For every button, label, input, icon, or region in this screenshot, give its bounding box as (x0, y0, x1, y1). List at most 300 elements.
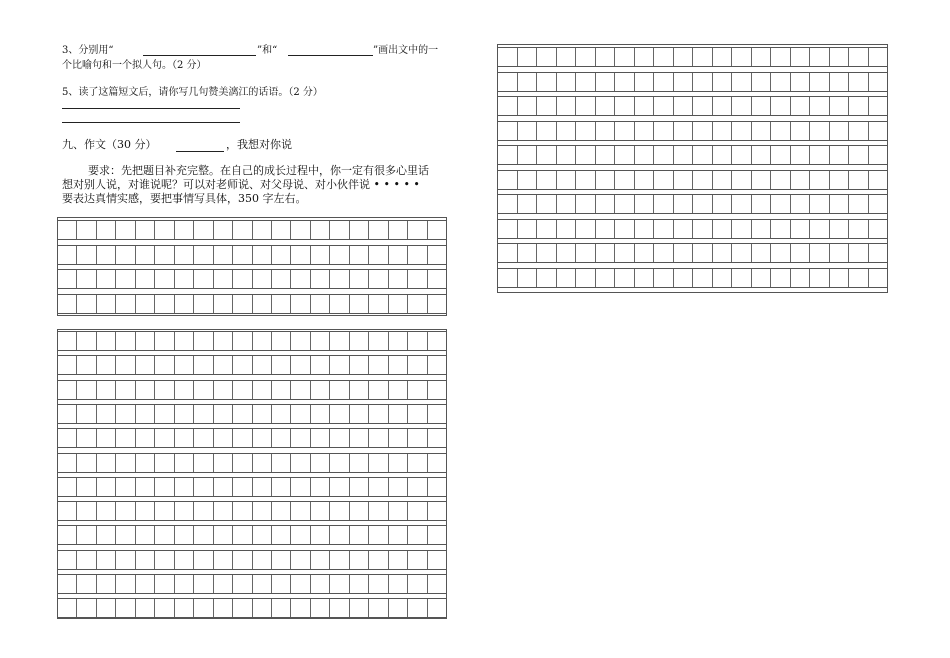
grid-cell[interactable] (369, 332, 388, 350)
grid-cell[interactable] (615, 171, 635, 189)
grid-cell[interactable] (732, 171, 752, 189)
grid-cell[interactable] (194, 454, 213, 472)
grid-cell[interactable] (654, 122, 674, 140)
grid-cell[interactable] (175, 454, 194, 472)
grid-cell[interactable] (771, 73, 791, 91)
grid-cell[interactable] (155, 332, 174, 350)
grid-cell[interactable] (58, 575, 77, 593)
grid-cell[interactable] (175, 332, 194, 350)
grid-cell[interactable] (350, 599, 369, 617)
grid-cell[interactable] (849, 48, 869, 66)
grid-cell[interactable] (116, 270, 135, 288)
grid-cell[interactable] (155, 551, 174, 569)
grid-cell[interactable] (408, 356, 427, 374)
grid-cell[interactable] (330, 246, 349, 264)
essay-grid-left-bottom[interactable] (57, 329, 447, 619)
grid-cell[interactable] (330, 575, 349, 593)
grid-cell[interactable] (77, 405, 96, 423)
grid-cell[interactable] (175, 356, 194, 374)
grid-cell[interactable] (116, 356, 135, 374)
grid-cell[interactable] (791, 171, 811, 189)
grid-cell[interactable] (408, 551, 427, 569)
grid-cell[interactable] (389, 356, 408, 374)
grid-cell[interactable] (155, 526, 174, 544)
grid-cell[interactable] (350, 502, 369, 520)
grid-cell[interactable] (369, 526, 388, 544)
grid-cell[interactable] (253, 551, 272, 569)
grid-cell[interactable] (849, 269, 869, 287)
grid-cell[interactable] (175, 599, 194, 617)
grid-cell[interactable] (136, 478, 155, 496)
grid-cell[interactable] (155, 246, 174, 264)
grid-cell[interactable] (116, 405, 135, 423)
grid-cell[interactable] (830, 48, 850, 66)
grid-cell[interactable] (752, 269, 772, 287)
grid-cell[interactable] (116, 502, 135, 520)
grid-cell[interactable] (674, 269, 694, 287)
grid-cell[interactable] (849, 195, 869, 213)
grid-cell[interactable] (408, 270, 427, 288)
grid-cell[interactable] (253, 381, 272, 399)
grid-cell[interactable] (713, 146, 733, 164)
grid-cell[interactable] (713, 171, 733, 189)
grid-cell[interactable] (58, 429, 77, 447)
grid-cell[interactable] (869, 269, 888, 287)
grid-cell[interactable] (330, 429, 349, 447)
q3-blank-simile[interactable] (143, 55, 256, 56)
grid-cell[interactable] (155, 454, 174, 472)
grid-cell[interactable] (77, 502, 96, 520)
grid-cell[interactable] (654, 73, 674, 91)
grid-cell[interactable] (97, 221, 116, 239)
grid-cell[interactable] (253, 575, 272, 593)
grid-cell[interactable] (272, 526, 291, 544)
grid-cell[interactable] (233, 332, 252, 350)
grid-cell[interactable] (752, 122, 772, 140)
grid-cell[interactable] (674, 73, 694, 91)
grid-cell[interactable] (272, 502, 291, 520)
essay-grid-left-top[interactable] (57, 217, 447, 316)
grid-cell[interactable] (272, 454, 291, 472)
grid-cell[interactable] (214, 575, 233, 593)
grid-cell[interactable] (428, 246, 446, 264)
grid-cell[interactable] (615, 220, 635, 238)
grid-cell[interactable] (155, 599, 174, 617)
grid-cell[interactable] (518, 171, 538, 189)
grid-cell[interactable] (752, 73, 772, 91)
grid-cell[interactable] (97, 270, 116, 288)
grid-cell[interactable] (194, 221, 213, 239)
grid-cell[interactable] (272, 356, 291, 374)
grid-cell[interactable] (518, 73, 538, 91)
grid-cell[interactable] (136, 526, 155, 544)
grid-cell[interactable] (869, 73, 888, 91)
grid-cell[interactable] (77, 478, 96, 496)
grid-cell[interactable] (537, 220, 557, 238)
grid-cell[interactable] (136, 599, 155, 617)
grid-cell[interactable] (635, 122, 655, 140)
grid-cell[interactable] (389, 575, 408, 593)
grid-cell[interactable] (654, 244, 674, 262)
grid-cell[interactable] (77, 246, 96, 264)
grid-cell[interactable] (194, 381, 213, 399)
grid-cell[interactable] (596, 171, 616, 189)
grid-cell[interactable] (389, 429, 408, 447)
grid-cell[interactable] (576, 171, 596, 189)
grid-cell[interactable] (498, 195, 518, 213)
grid-cell[interactable] (849, 244, 869, 262)
grid-cell[interactable] (771, 220, 791, 238)
grid-cell[interactable] (214, 381, 233, 399)
grid-cell[interactable] (233, 429, 252, 447)
grid-cell[interactable] (428, 332, 446, 350)
grid-cell[interactable] (576, 48, 596, 66)
grid-cell[interactable] (175, 221, 194, 239)
grid-cell[interactable] (311, 429, 330, 447)
grid-cell[interactable] (771, 195, 791, 213)
grid-cell[interactable] (97, 429, 116, 447)
grid-cell[interactable] (214, 551, 233, 569)
grid-cell[interactable] (674, 171, 694, 189)
grid-cell[interactable] (77, 381, 96, 399)
grid-cell[interactable] (330, 526, 349, 544)
grid-cell[interactable] (635, 73, 655, 91)
grid-cell[interactable] (369, 478, 388, 496)
grid-cell[interactable] (77, 551, 96, 569)
grid-cell[interactable] (233, 246, 252, 264)
grid-cell[interactable] (389, 221, 408, 239)
grid-cell[interactable] (136, 502, 155, 520)
grid-cell[interactable] (97, 502, 116, 520)
grid-cell[interactable] (116, 526, 135, 544)
grid-cell[interactable] (576, 195, 596, 213)
q5-answer-line-1[interactable] (62, 108, 240, 109)
grid-cell[interactable] (291, 356, 310, 374)
grid-cell[interactable] (253, 454, 272, 472)
grid-cell[interactable] (272, 221, 291, 239)
grid-cell[interactable] (810, 122, 830, 140)
grid-cell[interactable] (869, 195, 888, 213)
grid-cell[interactable] (752, 97, 772, 115)
grid-cell[interactable] (810, 269, 830, 287)
grid-cell[interactable] (810, 146, 830, 164)
grid-cell[interactable] (557, 122, 577, 140)
grid-cell[interactable] (58, 246, 77, 264)
grid-cell[interactable] (330, 502, 349, 520)
grid-cell[interactable] (408, 381, 427, 399)
grid-cell[interactable] (369, 454, 388, 472)
grid-cell[interactable] (136, 356, 155, 374)
grid-cell[interactable] (408, 454, 427, 472)
grid-cell[interactable] (330, 295, 349, 313)
grid-cell[interactable] (291, 405, 310, 423)
grid-cell[interactable] (97, 599, 116, 617)
grid-cell[interactable] (693, 269, 713, 287)
grid-cell[interactable] (136, 221, 155, 239)
grid-cell[interactable] (214, 356, 233, 374)
grid-cell[interactable] (350, 295, 369, 313)
grid-cell[interactable] (175, 551, 194, 569)
grid-cell[interactable] (389, 478, 408, 496)
grid-cell[interactable] (408, 332, 427, 350)
grid-cell[interactable] (175, 502, 194, 520)
grid-cell[interactable] (518, 195, 538, 213)
grid-cell[interactable] (253, 526, 272, 544)
grid-cell[interactable] (752, 171, 772, 189)
grid-cell[interactable] (58, 526, 77, 544)
grid-cell[interactable] (58, 381, 77, 399)
grid-cell[interactable] (830, 97, 850, 115)
grid-cell[interactable] (77, 526, 96, 544)
grid-cell[interactable] (732, 122, 752, 140)
grid-cell[interactable] (97, 295, 116, 313)
grid-cell[interactable] (537, 269, 557, 287)
grid-cell[interactable] (635, 48, 655, 66)
grid-cell[interactable] (97, 405, 116, 423)
grid-cell[interactable] (518, 244, 538, 262)
grid-cell[interactable] (311, 381, 330, 399)
grid-cell[interactable] (350, 478, 369, 496)
grid-cell[interactable] (155, 429, 174, 447)
grid-cell[interactable] (810, 171, 830, 189)
grid-cell[interactable] (194, 332, 213, 350)
grid-cell[interactable] (77, 454, 96, 472)
grid-cell[interactable] (272, 405, 291, 423)
grid-cell[interactable] (369, 599, 388, 617)
grid-cell[interactable] (175, 526, 194, 544)
grid-cell[interactable] (537, 73, 557, 91)
grid-cell[interactable] (58, 551, 77, 569)
grid-cell[interactable] (576, 269, 596, 287)
grid-cell[interactable] (869, 146, 888, 164)
grid-cell[interactable] (291, 551, 310, 569)
grid-cell[interactable] (253, 478, 272, 496)
grid-cell[interactable] (810, 244, 830, 262)
grid-cell[interactable] (97, 356, 116, 374)
grid-cell[interactable] (369, 551, 388, 569)
grid-cell[interactable] (498, 48, 518, 66)
grid-cell[interactable] (615, 48, 635, 66)
grid-cell[interactable] (428, 502, 446, 520)
grid-cell[interactable] (369, 221, 388, 239)
grid-cell[interactable] (830, 122, 850, 140)
grid-cell[interactable] (557, 48, 577, 66)
grid-cell[interactable] (175, 478, 194, 496)
grid-cell[interactable] (136, 454, 155, 472)
grid-cell[interactable] (810, 97, 830, 115)
grid-cell[interactable] (175, 295, 194, 313)
grid-cell[interactable] (752, 244, 772, 262)
grid-cell[interactable] (518, 97, 538, 115)
grid-cell[interactable] (194, 246, 213, 264)
grid-cell[interactable] (350, 332, 369, 350)
grid-cell[interactable] (350, 356, 369, 374)
grid-cell[interactable] (389, 405, 408, 423)
grid-cell[interactable] (576, 73, 596, 91)
grid-cell[interactable] (557, 244, 577, 262)
grid-cell[interactable] (136, 381, 155, 399)
grid-cell[interactable] (253, 502, 272, 520)
grid-cell[interactable] (654, 48, 674, 66)
grid-cell[interactable] (713, 48, 733, 66)
grid-cell[interactable] (408, 575, 427, 593)
grid-cell[interactable] (97, 454, 116, 472)
grid-cell[interactable] (369, 405, 388, 423)
grid-cell[interactable] (233, 356, 252, 374)
grid-cell[interactable] (791, 122, 811, 140)
grid-cell[interactable] (291, 526, 310, 544)
grid-cell[interactable] (369, 381, 388, 399)
grid-cell[interactable] (498, 269, 518, 287)
grid-cell[interactable] (214, 502, 233, 520)
grid-cell[interactable] (771, 269, 791, 287)
grid-cell[interactable] (408, 295, 427, 313)
grid-cell[interactable] (291, 429, 310, 447)
grid-cell[interactable] (155, 381, 174, 399)
grid-cell[interactable] (596, 146, 616, 164)
grid-cell[interactable] (771, 146, 791, 164)
grid-cell[interactable] (596, 244, 616, 262)
grid-cell[interactable] (732, 97, 752, 115)
grid-cell[interactable] (253, 332, 272, 350)
grid-cell[interactable] (330, 405, 349, 423)
grid-cell[interactable] (428, 454, 446, 472)
grid-cell[interactable] (369, 575, 388, 593)
grid-cell[interactable] (272, 551, 291, 569)
grid-cell[interactable] (214, 454, 233, 472)
grid-cell[interactable] (849, 73, 869, 91)
grid-cell[interactable] (498, 171, 518, 189)
grid-cell[interactable] (869, 244, 888, 262)
grid-cell[interactable] (291, 599, 310, 617)
grid-cell[interactable] (654, 220, 674, 238)
grid-cell[interactable] (214, 270, 233, 288)
grid-cell[interactable] (389, 332, 408, 350)
grid-cell[interactable] (77, 270, 96, 288)
grid-cell[interactable] (557, 146, 577, 164)
grid-cell[interactable] (272, 575, 291, 593)
grid-cell[interactable] (635, 220, 655, 238)
grid-cell[interactable] (830, 269, 850, 287)
grid-cell[interactable] (272, 270, 291, 288)
grid-cell[interactable] (253, 270, 272, 288)
grid-cell[interactable] (674, 48, 694, 66)
grid-cell[interactable] (136, 575, 155, 593)
grid-cell[interactable] (291, 575, 310, 593)
grid-cell[interactable] (194, 429, 213, 447)
grid-cell[interactable] (97, 526, 116, 544)
grid-cell[interactable] (791, 269, 811, 287)
grid-cell[interactable] (253, 429, 272, 447)
grid-cell[interactable] (408, 478, 427, 496)
grid-cell[interactable] (97, 551, 116, 569)
grid-cell[interactable] (869, 48, 888, 66)
grid-cell[interactable] (537, 171, 557, 189)
grid-cell[interactable] (116, 575, 135, 593)
grid-cell[interactable] (155, 356, 174, 374)
grid-cell[interactable] (654, 269, 674, 287)
grid-cell[interactable] (537, 48, 557, 66)
grid-cell[interactable] (350, 429, 369, 447)
grid-cell[interactable] (330, 599, 349, 617)
grid-cell[interactable] (713, 73, 733, 91)
grid-cell[interactable] (596, 195, 616, 213)
grid-cell[interactable] (233, 405, 252, 423)
grid-cell[interactable] (596, 73, 616, 91)
grid-cell[interactable] (498, 220, 518, 238)
grid-cell[interactable] (194, 502, 213, 520)
grid-cell[interactable] (830, 220, 850, 238)
grid-cell[interactable] (791, 244, 811, 262)
grid-cell[interactable] (498, 97, 518, 115)
grid-cell[interactable] (732, 244, 752, 262)
grid-cell[interactable] (136, 551, 155, 569)
grid-cell[interactable] (194, 599, 213, 617)
grid-cell[interactable] (732, 48, 752, 66)
grid-cell[interactable] (253, 356, 272, 374)
grid-cell[interactable] (97, 332, 116, 350)
grid-cell[interactable] (136, 332, 155, 350)
grid-cell[interactable] (233, 270, 252, 288)
grid-cell[interactable] (557, 171, 577, 189)
grid-cell[interactable] (233, 381, 252, 399)
grid-cell[interactable] (233, 551, 252, 569)
grid-cell[interactable] (291, 502, 310, 520)
grid-cell[interactable] (350, 221, 369, 239)
grid-cell[interactable] (311, 332, 330, 350)
grid-cell[interactable] (194, 478, 213, 496)
grid-cell[interactable] (810, 73, 830, 91)
grid-cell[interactable] (428, 575, 446, 593)
grid-cell[interactable] (116, 551, 135, 569)
grid-cell[interactable] (428, 526, 446, 544)
grid-cell[interactable] (654, 97, 674, 115)
grid-cell[interactable] (615, 73, 635, 91)
grid-cell[interactable] (97, 381, 116, 399)
grid-cell[interactable] (713, 97, 733, 115)
grid-cell[interactable] (635, 146, 655, 164)
grid-cell[interactable] (311, 221, 330, 239)
grid-cell[interactable] (518, 48, 538, 66)
grid-cell[interactable] (615, 244, 635, 262)
grid-cell[interactable] (693, 195, 713, 213)
grid-cell[interactable] (830, 171, 850, 189)
grid-cell[interactable] (194, 551, 213, 569)
grid-cell[interactable] (175, 575, 194, 593)
grid-cell[interactable] (350, 270, 369, 288)
grid-cell[interactable] (389, 295, 408, 313)
grid-cell[interactable] (350, 575, 369, 593)
grid-cell[interactable] (518, 220, 538, 238)
grid-cell[interactable] (330, 551, 349, 569)
grid-cell[interactable] (116, 381, 135, 399)
q3-blank-personification[interactable] (288, 55, 373, 56)
grid-cell[interactable] (291, 221, 310, 239)
grid-cell[interactable] (428, 221, 446, 239)
grid-cell[interactable] (214, 295, 233, 313)
grid-cell[interactable] (596, 220, 616, 238)
grid-cell[interactable] (557, 269, 577, 287)
grid-cell[interactable] (350, 246, 369, 264)
grid-cell[interactable] (330, 478, 349, 496)
grid-cell[interactable] (77, 356, 96, 374)
grid-cell[interactable] (58, 270, 77, 288)
grid-cell[interactable] (330, 221, 349, 239)
grid-cell[interactable] (693, 220, 713, 238)
grid-cell[interactable] (389, 526, 408, 544)
grid-cell[interactable] (214, 246, 233, 264)
grid-cell[interactable] (428, 429, 446, 447)
